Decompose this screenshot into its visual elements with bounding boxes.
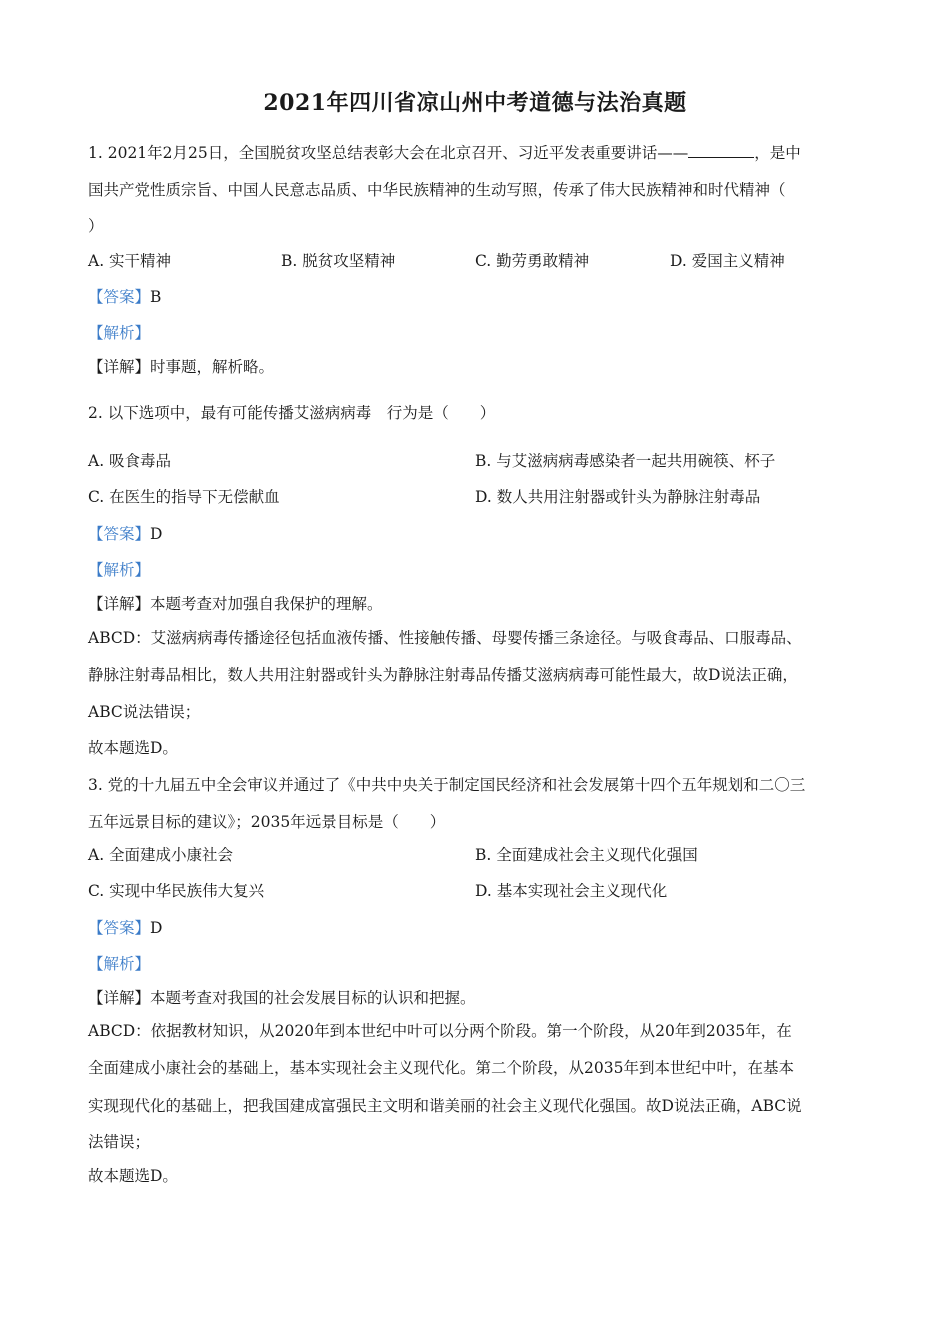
q1-option-a: A. 实干精神 (88, 252, 172, 270)
q3-body-line-1: ABCD：依据教材知识，从2020年到本世纪中叶可以分两个阶段。第一个阶段，从20年到2035年，在 (88, 1022, 792, 1040)
q3-option-c: C. 实现中华民族伟大复兴 (88, 882, 265, 900)
q2-answer-value: D (150, 525, 163, 543)
q1-stem-line-1 (88, 143, 801, 163)
q3-detail (88, 988, 476, 1008)
q2-body-line-2: 静脉注射毒品相比，数人共用注射器或针头为静脉注射毒品传播艾滋病病毒可能性最大，故D说法正确， (88, 666, 798, 684)
q3-stem-line-2: 五年远景目标的建议》；2035年远景目标是（ ） (88, 813, 446, 831)
answer-label: 【答案】 (88, 919, 151, 937)
q1-answer-value: B (150, 288, 162, 306)
q1-blank (688, 143, 754, 158)
q1-option-d: D. 爱国主义精神 (670, 252, 785, 270)
q2-answer (88, 524, 162, 544)
q1-stem-part-b: ，是中 (754, 144, 801, 162)
q3-answer (88, 918, 162, 938)
q2-body-line-1: ABCD：艾滋病病毒传播途径包括血液传播、性接触传播、母婴传播三条途径。与吸食毒品、口服毒品、 (88, 629, 802, 647)
q3-conclusion: 故本题选D。 (88, 1167, 178, 1185)
q2-conclusion: 故本题选D。 (88, 739, 178, 757)
q3-option-a: A. 全面建成小康社会 (88, 846, 234, 864)
q2-option-c: C. 在医生的指导下无偿献血 (88, 488, 280, 506)
q1-option-b: B. 脱贫攻坚精神 (281, 252, 396, 270)
answer-label: 【答案】 (88, 288, 151, 306)
q1-stem-line-2: 国共产党性质宗旨、中国人民意志品质、中华民族精神的生动写照，传承了伟大民族精神和时代精神（ (88, 181, 786, 199)
q1-detail-text: 时事题，解析略。 (150, 358, 275, 376)
q3-option-b: B. 全面建成社会主义现代化强国 (475, 846, 698, 864)
q2-detail (88, 594, 383, 614)
page-title: 2021年四川省凉山州中考道德与法治真题 (263, 90, 687, 116)
q3-analysis-label: 【解析】 (88, 955, 151, 973)
q1-analysis-label: 【解析】 (88, 324, 151, 342)
q2-stem: 2. 以下选项中，最有可能传播艾滋病病毒 行为是（ ） (88, 404, 496, 422)
q1-answer (88, 287, 161, 307)
q3-body-line-3: 实现现代化的基础上，把我国建成富强民主文明和谐美丽的社会主义现代化强国。故D说法正确，ABC说 (88, 1097, 802, 1115)
q3-stem-line-1: 3. 党的十九届五中全会审议并通过了《中共中央关于制定国民经济和社会发展第十四个五年规划和二〇三 (88, 776, 806, 794)
q3-option-d: D. 基本实现社会主义现代化 (475, 882, 668, 900)
q2-analysis-label: 【解析】 (88, 561, 151, 579)
detail-label: 【详解】 (88, 595, 151, 613)
answer-label: 【答案】 (88, 525, 151, 543)
q3-detail-text: 本题考查对我国的社会发展目标的认识和把握。 (150, 989, 476, 1007)
q2-detail-text: 本题考查对加强自我保护的理解。 (150, 595, 383, 613)
q1-stem-line-3: ） (88, 217, 104, 235)
q2-option-d: D. 数人共用注射器或针头为静脉注射毒品 (475, 488, 761, 506)
q1-option-c: C. 勤劳勇敢精神 (475, 252, 590, 270)
q2-option-b: B. 与艾滋病病毒感染者一起共用碗筷、杯子 (475, 452, 776, 470)
q2-body-line-3: ABC说法错误； (88, 703, 201, 721)
detail-label: 【详解】 (88, 358, 151, 376)
q2-option-a: A. 吸食毒品 (88, 452, 172, 470)
q1-detail (88, 357, 274, 377)
q3-body-line-4: 法错误； (88, 1133, 151, 1151)
q1-stem-part-a: 1. 2021年2月25日，全国脱贫攻坚总结表彰大会在北京召开、习近平发表重要讲话—— (88, 144, 689, 162)
q3-body-line-2: 全面建成小康社会的基础上，基本实现社会主义现代化。第二个阶段，从2035年到本世纪中叶，在基本 (88, 1059, 794, 1077)
detail-label: 【详解】 (88, 989, 151, 1007)
q3-answer-value: D (150, 919, 163, 937)
